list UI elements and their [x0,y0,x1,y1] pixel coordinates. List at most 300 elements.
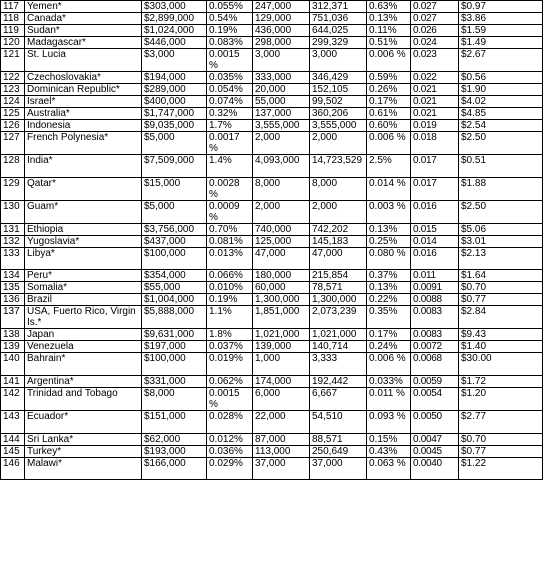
table-row [1,72,543,84]
amount-share-cell: 0.028% [207,411,253,434]
count-a-cell: 113,000 [253,446,310,458]
amount-cell: $1,747,000 [142,108,207,120]
amount-cell: $7,509,000 [142,155,207,178]
table-row [1,270,543,282]
pop-share-cell: 0.13% [367,282,411,294]
ratio-cell: 0.0083 [411,329,459,341]
country-cell: Sudan* [25,25,142,37]
amount-share-cell: 1.1% [207,306,253,329]
country-cell: Madagascar* [25,37,142,49]
count-a-cell: 298,000 [253,37,310,49]
count-a-cell: 87,000 [253,434,310,446]
rank-cell: 137 [1,306,25,329]
country-cell: French Polynesia* [25,132,142,155]
ratio-cell: 0.023 [411,49,459,72]
count-a-cell: 137,000 [253,108,310,120]
count-a-cell: 60,000 [253,282,310,294]
ratio-cell: 0.027 [411,1,459,13]
rank-cell: 131 [1,224,25,236]
country-cell: Israel* [25,96,142,108]
count-b-cell: 14,723,529 [310,155,367,178]
count-a-cell: 174,000 [253,376,310,388]
amount-cell: $303,000 [142,1,207,13]
pop-share-cell: 0.093 % [367,411,411,434]
table-row [1,236,543,248]
country-cell: Yugoslavia* [25,236,142,248]
count-b-cell: 751,036 [310,13,367,25]
count-a-cell: 247,000 [253,1,310,13]
amount-cell: $5,000 [142,201,207,224]
ratio-cell: 0.0083 [411,306,459,329]
ratio-cell: 0.017 [411,178,459,201]
pop-share-cell: 0.17% [367,329,411,341]
amount-share-cell: 0.062% [207,376,253,388]
rank-cell: 139 [1,341,25,353]
table-row [1,446,543,458]
per-capita-cell: $3.86 [459,13,543,25]
rank-cell: 121 [1,49,25,72]
count-a-cell: 740,000 [253,224,310,236]
ratio-cell: 0.0088 [411,294,459,306]
ratio-cell: 0.0091 [411,282,459,294]
per-capita-cell: $1.90 [459,84,543,96]
amount-cell: $100,000 [142,353,207,376]
count-a-cell: 333,000 [253,72,310,84]
per-capita-cell: $1.40 [459,341,543,353]
amount-share-cell: 0.19% [207,25,253,37]
country-cell: Brazil [25,294,142,306]
country-cell: India* [25,155,142,178]
ratio-cell: 0.011 [411,270,459,282]
per-capita-cell: $1.88 [459,178,543,201]
ratio-cell: 0.024 [411,37,459,49]
table-row [1,376,543,388]
rank-cell: 143 [1,411,25,434]
amount-share-cell: 0.0015 % [207,49,253,72]
country-cell: Ecuador* [25,411,142,434]
per-capita-cell: $30.00 [459,353,543,376]
country-cell: Australia* [25,108,142,120]
amount-cell: $193,000 [142,446,207,458]
count-b-cell: 6,667 [310,388,367,411]
country-cell: Yemen* [25,1,142,13]
amount-cell: $5,000 [142,132,207,155]
count-a-cell: 8,000 [253,178,310,201]
table-row [1,108,543,120]
country-cell: Turkey* [25,446,142,458]
ratio-cell: 0.0072 [411,341,459,353]
amount-cell: $437,000 [142,236,207,248]
pop-share-cell: 0.15% [367,434,411,446]
per-capita-cell: $0.70 [459,434,543,446]
rank-cell: 138 [1,329,25,341]
pop-share-cell: 2.5% [367,155,411,178]
count-a-cell: 22,000 [253,411,310,434]
count-b-cell: 250,649 [310,446,367,458]
per-capita-cell: $1.64 [459,270,543,282]
ratio-cell: 0.014 [411,236,459,248]
count-a-cell: 6,000 [253,388,310,411]
pop-share-cell: 0.006 % [367,353,411,376]
ratio-cell: 0.0050 [411,411,459,434]
amount-share-cell: 0.32% [207,108,253,120]
amount-share-cell: 0.054% [207,84,253,96]
per-capita-cell: $1.22 [459,458,543,480]
table-row [1,96,543,108]
ratio-cell: 0.017 [411,155,459,178]
pop-share-cell: 0.61% [367,108,411,120]
country-cell: Qatar* [25,178,142,201]
pop-share-cell: 0.51% [367,37,411,49]
per-capita-cell: $0.51 [459,155,543,178]
count-a-cell: 37,000 [253,458,310,480]
count-a-cell: 47,000 [253,248,310,270]
country-cell: Japan [25,329,142,341]
per-capita-cell: $0.77 [459,294,543,306]
amount-share-cell: 0.019% [207,353,253,376]
per-capita-cell: $0.97 [459,1,543,13]
pop-share-cell: 0.006 % [367,132,411,155]
count-a-cell: 2,000 [253,132,310,155]
rank-cell: 127 [1,132,25,155]
amount-share-cell: 0.029% [207,458,253,480]
table-row [1,248,543,270]
amount-cell: $2,899,000 [142,13,207,25]
table-row [1,1,543,13]
rank-cell: 122 [1,72,25,84]
per-capita-cell: $1.49 [459,37,543,49]
amount-cell: $8,000 [142,388,207,411]
rank-cell: 132 [1,236,25,248]
count-b-cell: 1,300,000 [310,294,367,306]
per-capita-cell: $0.77 [459,446,543,458]
pop-share-cell: 0.22% [367,294,411,306]
amount-share-cell: 0.19% [207,294,253,306]
pop-share-cell: 0.37% [367,270,411,282]
amount-share-cell: 0.074% [207,96,253,108]
ratio-cell: 0.016 [411,248,459,270]
count-a-cell: 1,021,000 [253,329,310,341]
rank-cell: 123 [1,84,25,96]
count-b-cell: 644,025 [310,25,367,37]
pop-share-cell: 0.26% [367,84,411,96]
rank-cell: 136 [1,294,25,306]
rank-cell: 130 [1,201,25,224]
rank-cell: 126 [1,120,25,132]
ratio-cell: 0.0059 [411,376,459,388]
amount-cell: $151,000 [142,411,207,434]
amount-cell: $55,000 [142,282,207,294]
rank-cell: 140 [1,353,25,376]
count-b-cell: 3,333 [310,353,367,376]
ratio-cell: 0.0045 [411,446,459,458]
ratio-cell: 0.027 [411,13,459,25]
amount-cell: $400,000 [142,96,207,108]
count-a-cell: 1,851,000 [253,306,310,329]
ratio-cell: 0.0054 [411,388,459,411]
table-row [1,224,543,236]
per-capita-cell: $2.77 [459,411,543,434]
table-row [1,37,543,49]
per-capita-cell: $2.50 [459,201,543,224]
pop-share-cell: 0.59% [367,72,411,84]
table-row [1,458,543,480]
per-capita-cell: $1.72 [459,376,543,388]
count-b-cell: 88,571 [310,434,367,446]
pop-share-cell: 0.13% [367,224,411,236]
pop-share-cell: 0.13% [367,13,411,25]
rank-cell: 128 [1,155,25,178]
ratio-cell: 0.022 [411,72,459,84]
amount-cell: $9,035,000 [142,120,207,132]
count-b-cell: 3,000 [310,49,367,72]
amount-share-cell: 0.0009 % [207,201,253,224]
table-row [1,49,543,72]
per-capita-cell: $4.85 [459,108,543,120]
country-cell: Canada* [25,13,142,25]
pop-share-cell: 0.17% [367,96,411,108]
ratio-cell: 0.021 [411,108,459,120]
count-a-cell: 3,000 [253,49,310,72]
ratio-cell: 0.026 [411,25,459,37]
amount-cell: $446,000 [142,37,207,49]
country-cell: Venezuela [25,341,142,353]
ratio-cell: 0.0068 [411,353,459,376]
count-b-cell: 54,510 [310,411,367,434]
amount-share-cell: 0.035% [207,72,253,84]
table-row [1,434,543,446]
count-a-cell: 125,000 [253,236,310,248]
per-capita-cell: $5.06 [459,224,543,236]
count-b-cell: 78,571 [310,282,367,294]
count-a-cell: 4,093,000 [253,155,310,178]
table-row [1,411,543,434]
pop-share-cell: 0.63% [367,1,411,13]
pop-share-cell: 0.25% [367,236,411,248]
rank-cell: 119 [1,25,25,37]
count-a-cell: 436,000 [253,25,310,37]
amount-cell: $3,000 [142,49,207,72]
country-cell: Libya* [25,248,142,270]
count-a-cell: 1,000 [253,353,310,376]
count-b-cell: 215,854 [310,270,367,282]
per-capita-cell: $2.54 [459,120,543,132]
country-cell: USA, Fuerto Rico, Virgin Is.* [25,306,142,329]
amount-share-cell: 0.010% [207,282,253,294]
amount-cell: $289,000 [142,84,207,96]
per-capita-cell: $4.02 [459,96,543,108]
count-b-cell: 2,073,239 [310,306,367,329]
amount-share-cell: 0.036% [207,446,253,458]
count-a-cell: 55,000 [253,96,310,108]
pop-share-cell: 0.080 % [367,248,411,270]
amount-share-cell: 0.037% [207,341,253,353]
amount-cell: $5,888,000 [142,306,207,329]
rank-cell: 129 [1,178,25,201]
count-a-cell: 20,000 [253,84,310,96]
rank-cell: 120 [1,37,25,49]
country-cell: Bahrain* [25,353,142,376]
rank-cell: 117 [1,1,25,13]
amount-share-cell: 0.055% [207,1,253,13]
country-cell: Dominican Republic* [25,84,142,96]
count-b-cell: 152,105 [310,84,367,96]
per-capita-cell: $1.59 [459,25,543,37]
amount-cell: $15,000 [142,178,207,201]
pop-share-cell: 0.011 % [367,388,411,411]
ratio-cell: 0.018 [411,132,459,155]
per-capita-cell: $2.67 [459,49,543,72]
amount-cell: $1,024,000 [142,25,207,37]
table-row [1,120,543,132]
country-cell: Somalia* [25,282,142,294]
count-b-cell: 299,329 [310,37,367,49]
country-cell: Ethiopia [25,224,142,236]
amount-cell: $1,004,000 [142,294,207,306]
country-cell: Sri Lanka* [25,434,142,446]
amount-share-cell: 0.066% [207,270,253,282]
count-b-cell: 140,714 [310,341,367,353]
country-cell: Malawi* [25,458,142,480]
count-b-cell: 1,021,000 [310,329,367,341]
pop-share-cell: 0.014 % [367,178,411,201]
amount-cell: $9,631,000 [142,329,207,341]
rank-cell: 144 [1,434,25,446]
amount-share-cell: 0.70% [207,224,253,236]
amount-share-cell: 0.54% [207,13,253,25]
count-b-cell: 145,183 [310,236,367,248]
rank-cell: 135 [1,282,25,294]
count-b-cell: 37,000 [310,458,367,480]
ratio-cell: 0.021 [411,96,459,108]
country-cell: Peru* [25,270,142,282]
count-b-cell: 2,000 [310,201,367,224]
rank-cell: 145 [1,446,25,458]
ratio-cell: 0.021 [411,84,459,96]
per-capita-cell: $9.43 [459,329,543,341]
country-cell: St. Lucia [25,49,142,72]
table-row [1,329,543,341]
amount-share-cell: 0.083% [207,37,253,49]
rank-cell: 124 [1,96,25,108]
pop-share-cell: 0.033% [367,376,411,388]
rank-cell: 125 [1,108,25,120]
table-row [1,388,543,411]
table-row [1,132,543,155]
table-row [1,178,543,201]
count-b-cell: 360,206 [310,108,367,120]
pop-share-cell: 0.006 % [367,49,411,72]
country-cell: Argentina* [25,376,142,388]
count-a-cell: 2,000 [253,201,310,224]
table-row [1,294,543,306]
table-row [1,13,543,25]
amount-share-cell: 0.0017 % [207,132,253,155]
table-row [1,353,543,376]
count-a-cell: 139,000 [253,341,310,353]
pop-share-cell: 0.60% [367,120,411,132]
rank-cell: 134 [1,270,25,282]
ratio-cell: 0.0040 [411,458,459,480]
amount-cell: $194,000 [142,72,207,84]
table-row [1,282,543,294]
ratio-cell: 0.019 [411,120,459,132]
amount-cell: $331,000 [142,376,207,388]
ratio-cell: 0.016 [411,201,459,224]
amount-share-cell: 1.7% [207,120,253,132]
country-cell: Indonesia [25,120,142,132]
pop-share-cell: 0.35% [367,306,411,329]
count-b-cell: 312,371 [310,1,367,13]
rank-cell: 146 [1,458,25,480]
per-capita-cell: $2.50 [459,132,543,155]
country-cell: Czechoslovakia* [25,72,142,84]
ratio-cell: 0.015 [411,224,459,236]
count-a-cell: 3,555,000 [253,120,310,132]
count-b-cell: 742,202 [310,224,367,236]
amount-cell: $62,000 [142,434,207,446]
per-capita-cell: $2.84 [459,306,543,329]
rank-cell: 141 [1,376,25,388]
pop-share-cell: 0.43% [367,446,411,458]
amount-cell: $166,000 [142,458,207,480]
amount-share-cell: 0.081% [207,236,253,248]
count-b-cell: 99,502 [310,96,367,108]
pop-share-cell: 0.24% [367,341,411,353]
country-cell: Guam* [25,201,142,224]
rank-cell: 133 [1,248,25,270]
count-b-cell: 346,429 [310,72,367,84]
pop-share-cell: 0.003 % [367,201,411,224]
per-capita-cell: $2.13 [459,248,543,270]
pop-share-cell: 0.11% [367,25,411,37]
table-row [1,155,543,178]
ratio-cell: 0.0047 [411,434,459,446]
per-capita-cell: $0.56 [459,72,543,84]
pop-share-cell: 0.063 % [367,458,411,480]
count-b-cell: 2,000 [310,132,367,155]
amount-cell: $354,000 [142,270,207,282]
per-capita-cell: $0.70 [459,282,543,294]
count-b-cell: 192,442 [310,376,367,388]
country-cell: Trinidad and Tobago [25,388,142,411]
count-a-cell: 129,000 [253,13,310,25]
amount-cell: $197,000 [142,341,207,353]
table-row [1,341,543,353]
amount-share-cell: 0.012% [207,434,253,446]
count-b-cell: 8,000 [310,178,367,201]
amount-share-cell: 0.013% [207,248,253,270]
amount-share-cell: 1.4% [207,155,253,178]
count-b-cell: 3,555,000 [310,120,367,132]
per-capita-cell: $3.01 [459,236,543,248]
count-b-cell: 47,000 [310,248,367,270]
amount-share-cell: 0.0015 % [207,388,253,411]
count-a-cell: 180,000 [253,270,310,282]
rank-cell: 142 [1,388,25,411]
amount-cell: $3,756,000 [142,224,207,236]
amount-share-cell: 0.0028 % [207,178,253,201]
table-row [1,306,543,329]
per-capita-cell: $1.20 [459,388,543,411]
table-row [1,84,543,96]
count-a-cell: 1,300,000 [253,294,310,306]
table-row [1,201,543,224]
rank-cell: 118 [1,13,25,25]
amount-cell: $100,000 [142,248,207,270]
amount-share-cell: 1.8% [207,329,253,341]
table-row [1,25,543,37]
